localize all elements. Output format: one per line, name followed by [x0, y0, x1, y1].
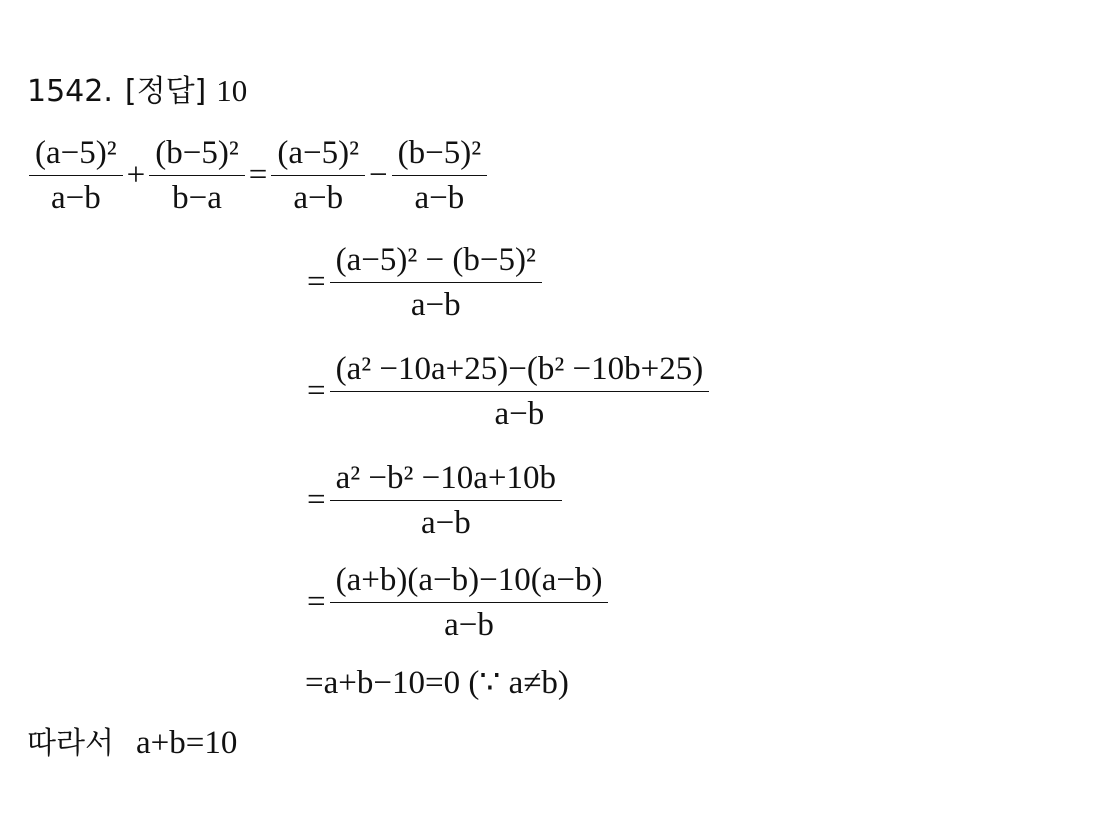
equation-line-4 — [303, 458, 562, 543]
numerator: (b−5)² — [155, 135, 239, 171]
numerator: (a² −10a+25)−(b² −10b+25) — [335, 351, 704, 387]
minus-operator: − — [369, 157, 388, 193]
numerator: (a+b)(a−b)−10(a−b) — [335, 562, 603, 598]
numerator: (a−5)² — [277, 135, 360, 171]
denominator: a−b — [330, 282, 542, 325]
numerator: (a−5)² − (b−5)² — [335, 242, 536, 278]
equation-line-3 — [303, 349, 709, 434]
problem-header — [27, 66, 247, 110]
conclusion-expression: a+b=10 — [135, 725, 238, 761]
answer-label: [정답] — [124, 74, 207, 109]
numerator: (a−5)² — [35, 135, 117, 171]
denominator: a−b — [330, 602, 609, 645]
equation-line-1 — [29, 133, 487, 218]
fraction — [330, 240, 542, 325]
answer-value: 10 — [216, 73, 248, 108]
equals-operator: = — [307, 482, 326, 518]
equals-operator: = — [307, 373, 326, 409]
plus-operator: + — [126, 157, 146, 193]
conclusion-label: 따라서 — [27, 726, 114, 761]
equation-line-2 — [303, 240, 542, 325]
equation-line-6: =a+b−10=0 (∵ a≠b) — [305, 665, 569, 701]
denominator: a−b — [29, 175, 123, 218]
numerator: a² −b² −10a+10b — [335, 460, 557, 496]
equals-operator: = — [307, 584, 326, 620]
fraction-term-4 — [392, 133, 487, 218]
denominator: b−a — [149, 175, 244, 218]
fraction-term-2 — [149, 133, 244, 218]
fraction-term-1 — [29, 133, 123, 218]
fraction — [330, 349, 710, 434]
fraction — [330, 458, 562, 543]
fraction — [330, 560, 609, 645]
denominator: a−b — [392, 175, 487, 218]
denominator: a−b — [271, 175, 365, 218]
fraction-term-3 — [271, 133, 365, 218]
equals-operator: = — [307, 264, 326, 300]
denominator: a−b — [330, 500, 562, 543]
equals-operator: = — [248, 157, 268, 193]
numerator: (b−5)² — [397, 135, 482, 171]
equation-line-5 — [303, 560, 608, 645]
problem-number: 1542. — [27, 74, 113, 109]
conclusion — [27, 718, 237, 762]
denominator: a−b — [330, 391, 710, 434]
